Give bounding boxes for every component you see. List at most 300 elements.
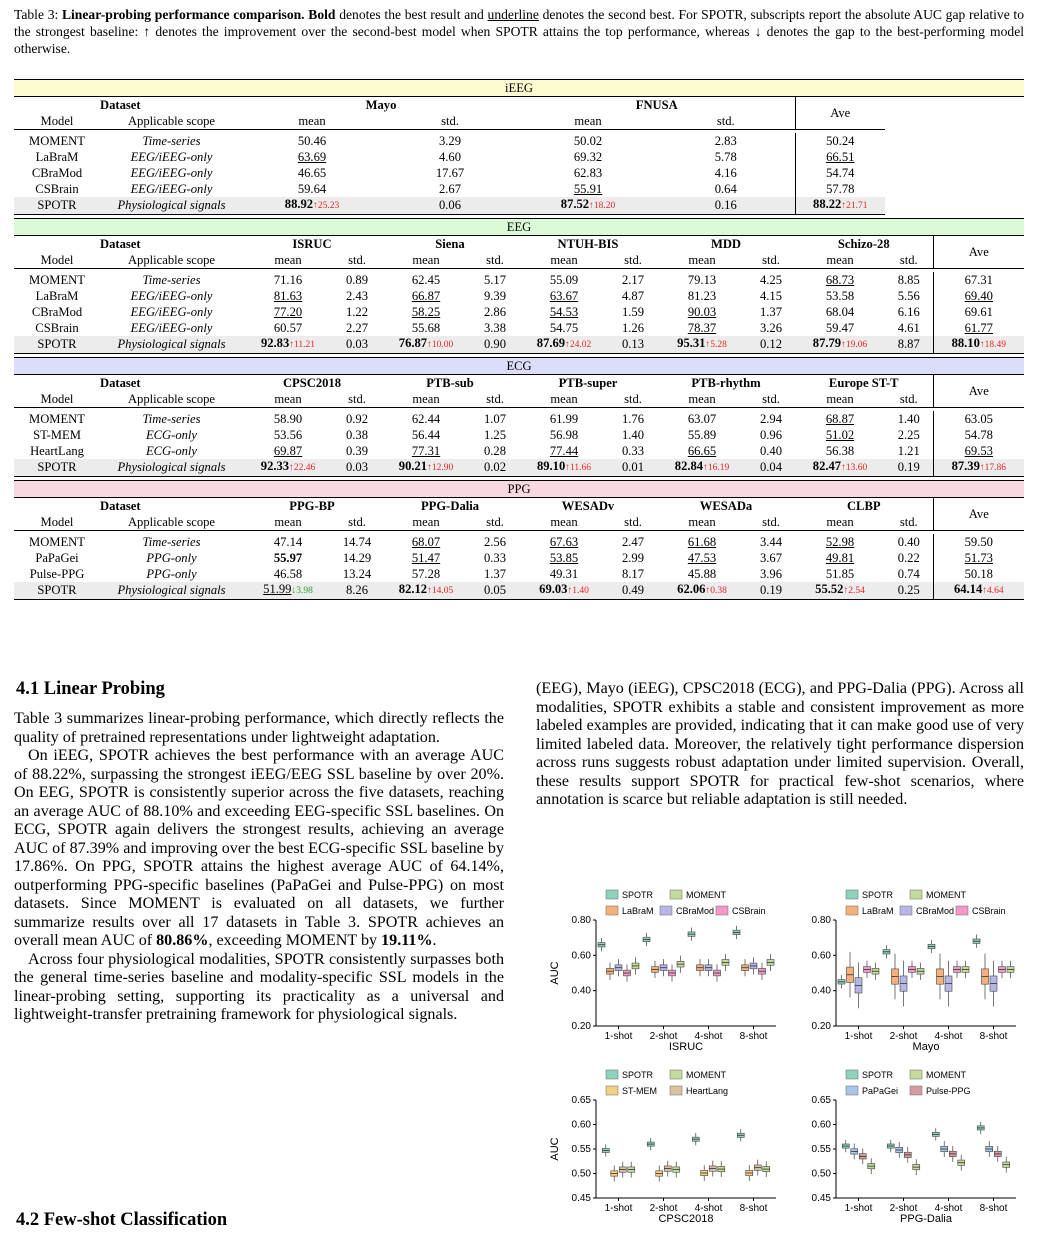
mean-cell: 92.83↑11.21 bbox=[243, 336, 333, 354]
ave-cell: 51.73 bbox=[933, 550, 1024, 566]
mean-cell: 54.53 bbox=[549, 304, 579, 319]
mean-header: mean bbox=[519, 514, 609, 531]
model-name: MOMENT bbox=[29, 411, 85, 426]
mean-header: mean bbox=[243, 252, 333, 269]
chart-title: ISRUC bbox=[668, 1041, 704, 1053]
std-cell: 2.94 bbox=[759, 411, 783, 426]
mean-cell: 46.58 bbox=[273, 566, 303, 581]
std-header: std. bbox=[885, 514, 933, 531]
x-tick-label: 4-shot bbox=[694, 1031, 723, 1042]
mean-cell: 71.16 bbox=[273, 272, 303, 287]
mean-cell: 87.52↑18.20 bbox=[519, 197, 657, 215]
std-cell: 1.37 bbox=[483, 566, 507, 581]
modality-title-eeg: EEG bbox=[14, 219, 1024, 236]
std-cell: 0.33 bbox=[621, 443, 645, 458]
model-name: PaPaGei bbox=[35, 550, 79, 565]
model-name: SPOTR bbox=[14, 459, 100, 477]
scope-value: EEG/iEEG-only bbox=[130, 181, 213, 196]
dataset-header: Dataset bbox=[100, 97, 141, 112]
mean-cell: 63.67 bbox=[549, 288, 579, 303]
mean-cell: 81.23 bbox=[687, 288, 717, 303]
std-header: std. bbox=[609, 514, 657, 531]
mean-cell: 55.68 bbox=[411, 320, 441, 335]
mean-cell: 55.09 bbox=[549, 272, 579, 287]
legend-label: MOMENT bbox=[686, 1070, 726, 1080]
dataset-header: Dataset bbox=[100, 375, 141, 390]
mean-header: mean bbox=[795, 391, 885, 408]
mean-cell: 76.87↑10.00 bbox=[381, 336, 471, 354]
legend-swatch bbox=[910, 1086, 922, 1095]
mean-cell: 53.56 bbox=[273, 427, 303, 442]
dataset-name: PTB-sub bbox=[426, 375, 474, 390]
std-cell: 0.92 bbox=[345, 411, 369, 426]
boxplot-ppg-dalia bbox=[784, 1064, 1024, 1236]
scope-value: PPG-only bbox=[146, 566, 197, 581]
std-header: std. bbox=[471, 252, 519, 269]
model-name: Pulse-PPG bbox=[29, 566, 85, 581]
dataset-name: PPG-BP bbox=[289, 498, 335, 513]
std-cell: 4.87 bbox=[621, 288, 645, 303]
mean-cell: 49.31 bbox=[549, 566, 579, 581]
y-tick-label: 0.45 bbox=[811, 1193, 831, 1204]
dataset-header: Dataset bbox=[100, 236, 141, 251]
right-column-text: (EEG), Mayo (iEEG), CPSC2018 (ECG), and PPG-Dalia (PPG). Across all modalities, SPOTR exhibits a stable and consistent improvement as more labeled examples are provided, indicating that it can make good use of very limited labeled data. Moreover, the relatively tight performance dispersion across runs suggests robust adaptation under limited supervision. Overall, these results support SPOTR for practical few-shot scenarios, where annotation is scarce but reliable adaptation is still needed. bbox=[536, 680, 1024, 808]
model-name: SPOTR bbox=[14, 336, 100, 354]
y-tick-label: 0.65 bbox=[571, 1095, 591, 1106]
scope-value: EEG/iEEG-only bbox=[130, 288, 213, 303]
y-tick-label: 0.65 bbox=[811, 1095, 831, 1106]
mean-cell: 77.44 bbox=[549, 443, 579, 458]
ave-cell: 88.22↑21.71 bbox=[795, 197, 885, 215]
legend-swatch bbox=[606, 906, 618, 915]
std-cell: 5.78 bbox=[714, 149, 737, 164]
std-cell: 1.40 bbox=[897, 411, 920, 426]
std-cell: 1.76 bbox=[621, 411, 645, 426]
dataset-name: Siena bbox=[435, 236, 465, 251]
mean-cell: 60.57 bbox=[273, 320, 303, 335]
table-caption: Table 3: Linear-probing performance comparison. Bold denotes the best result and underline denotes the second best. For SPOTR, subscripts report the absolute AUC gap relative to the strongest baseline: ↑ denotes the improvement over the second-best model when SPOTR attains the top performance, whereas ↓ denotes the gap to the best-performing model otherwise. bbox=[14, 7, 1025, 56]
dataset-name: ISRUC bbox=[292, 236, 332, 251]
model-name: LaBraM bbox=[35, 288, 79, 303]
std-cell: 13.24 bbox=[342, 566, 372, 581]
mean-header: mean bbox=[243, 391, 333, 408]
mean-cell: 49.81 bbox=[825, 550, 855, 565]
std-cell: 0.74 bbox=[897, 566, 920, 581]
model-name: CBraMod bbox=[31, 165, 83, 180]
y-tick-label: 0.40 bbox=[811, 985, 831, 997]
model-header: Model bbox=[14, 113, 100, 130]
std-cell: 0.12 bbox=[747, 336, 795, 354]
std-cell: 0.64 bbox=[714, 181, 737, 196]
legend-swatch bbox=[846, 890, 858, 899]
scope-value: Physiological signals bbox=[100, 582, 243, 600]
mean-header: mean bbox=[381, 514, 471, 531]
table-row bbox=[14, 336, 1024, 354]
legend-label: SPOTR bbox=[862, 890, 894, 900]
legend-label: MOMENT bbox=[686, 890, 726, 900]
ave-cell: 64.14↑4.64 bbox=[933, 582, 1024, 600]
std-cell: 4.15 bbox=[759, 288, 783, 303]
ave-cell: 69.40 bbox=[933, 288, 1024, 304]
model-name: CBraMod bbox=[31, 304, 83, 319]
mean-header: mean bbox=[519, 252, 609, 269]
std-cell: 2.47 bbox=[621, 534, 645, 549]
mean-header: mean bbox=[795, 514, 885, 531]
results-table bbox=[14, 79, 1024, 603]
legend-swatch bbox=[900, 906, 912, 915]
mean-cell: 62.44 bbox=[411, 411, 441, 426]
std-header: std. bbox=[657, 113, 795, 130]
ave-cell: 57.78 bbox=[795, 181, 885, 197]
dataset-name: PTB-rhythm bbox=[691, 375, 761, 390]
table-row bbox=[14, 566, 1024, 582]
mean-cell: 82.47↑13.60 bbox=[795, 459, 885, 477]
mean-cell: 69.32 bbox=[573, 149, 603, 164]
model-name: MOMENT bbox=[29, 534, 85, 549]
legend-swatch bbox=[846, 1086, 858, 1095]
x-tick-label: 1-shot bbox=[844, 1031, 873, 1042]
legend-label: CBraMod bbox=[676, 906, 715, 916]
legend-swatch bbox=[606, 1070, 618, 1079]
std-header: std. bbox=[333, 252, 381, 269]
mean-cell: 56.44 bbox=[411, 427, 441, 442]
ave-cell: 87.39↑17.86 bbox=[933, 459, 1024, 477]
mean-cell: 55.52↑2.54 bbox=[795, 582, 885, 600]
model-name: CSBrain bbox=[35, 181, 79, 196]
mean-cell: 52.98 bbox=[825, 534, 855, 549]
std-cell: 0.19 bbox=[747, 582, 795, 600]
model-name: HeartLang bbox=[30, 443, 84, 458]
table-row bbox=[14, 133, 1024, 149]
std-cell: 1.22 bbox=[345, 304, 369, 319]
std-cell: 1.40 bbox=[621, 427, 645, 442]
std-cell: 0.40 bbox=[897, 534, 920, 549]
y-tick-label: 0.20 bbox=[811, 1021, 831, 1032]
y-tick-label: 0.55 bbox=[811, 1144, 831, 1155]
legend-swatch bbox=[716, 906, 728, 915]
std-cell: 4.16 bbox=[714, 165, 737, 180]
x-tick-label: 1-shot bbox=[604, 1031, 633, 1042]
dataset-header: Dataset bbox=[100, 498, 141, 513]
legend-label: CSBrain bbox=[732, 906, 766, 916]
model-name: SPOTR bbox=[14, 582, 100, 600]
std-cell: 4.61 bbox=[897, 320, 920, 335]
paragraph: On iEEG, SPOTR achieves the best performance with an average AUC of 88.22%, surpassing the strongest iEEG/EEG SSL baseline by over 20%. On EEG, SPOTR is consistently superior across the five datasets, reaching an average AUC of 88.10% and exceeding EEG-specific SSL baselines. On ECG, SPOTR again delivers the strongest results, achieving an average AUC of 87.39% and improving over the best ECG-specific SSL baseline by 17.86%. On PPG, SPOTR attains the highest average AUC of 64.14%, outperforming PPG-specific baselines (PaPaGei and Pulse-PPG) on most datasets. Since MOMENT is evaluated on all datasets, we further summarize results over all 17 datasets in Table 3. SPOTR achieves an overall mean AUC of 80.86%, exceeding MOMENT by 19.11%. bbox=[14, 747, 504, 949]
x-tick-label: 1-shot bbox=[844, 1203, 873, 1214]
y-tick-label: 0.50 bbox=[811, 1168, 831, 1180]
table-row bbox=[14, 304, 1024, 320]
table-row bbox=[14, 320, 1024, 336]
section-heading-linear-probing: 4.1 Linear Probing bbox=[16, 679, 165, 699]
std-cell: 3.96 bbox=[759, 566, 783, 581]
model-name: CSBrain bbox=[35, 320, 79, 335]
ave-cell: 59.50 bbox=[933, 534, 1024, 550]
scope-value: Physiological signals bbox=[100, 197, 243, 215]
std-cell: 5.56 bbox=[897, 288, 920, 303]
std-header: std. bbox=[381, 113, 519, 130]
scope-header: Applicable scope bbox=[100, 514, 243, 531]
ave-header: Ave bbox=[933, 498, 1024, 531]
legend-label: SPOTR bbox=[862, 1070, 894, 1080]
mean-cell: 90.03 bbox=[687, 304, 717, 319]
scope-header: Applicable scope bbox=[100, 113, 243, 130]
mean-header: mean bbox=[519, 391, 609, 408]
chart-title: CPSC2018 bbox=[658, 1213, 714, 1225]
std-header: std. bbox=[333, 514, 381, 531]
std-cell: 1.21 bbox=[897, 443, 920, 458]
dataset-name: WESADa bbox=[699, 498, 753, 513]
ave-cell: 66.51 bbox=[795, 149, 885, 165]
std-cell: 0.19 bbox=[885, 459, 933, 477]
std-cell: 2.86 bbox=[483, 304, 507, 319]
legend-label: MOMENT bbox=[926, 890, 966, 900]
mean-cell: 45.88 bbox=[687, 566, 717, 581]
mean-cell: 62.83 bbox=[573, 165, 603, 180]
mean-cell: 68.07 bbox=[411, 534, 441, 549]
std-cell: 17.67 bbox=[435, 165, 465, 180]
y-axis-label: AUC bbox=[549, 1137, 561, 1161]
std-cell: 3.26 bbox=[759, 320, 783, 335]
table-row bbox=[14, 550, 1024, 566]
std-cell: 0.49 bbox=[609, 582, 657, 600]
dataset-name: NTUH-BIS bbox=[557, 236, 619, 251]
std-cell: 3.67 bbox=[759, 550, 783, 565]
mean-cell: 62.06↑0.38 bbox=[657, 582, 747, 600]
mean-cell: 77.31 bbox=[411, 443, 441, 458]
mean-cell: 54.75 bbox=[549, 320, 579, 335]
left-column-text bbox=[14, 710, 504, 1025]
table-row bbox=[14, 534, 1024, 550]
scope-value: ECG-only bbox=[145, 443, 198, 458]
std-cell: 14.29 bbox=[342, 550, 372, 565]
mean-cell: 62.45 bbox=[411, 272, 441, 287]
table-row bbox=[14, 459, 1024, 477]
mean-cell: 63.69 bbox=[297, 149, 327, 164]
table-row bbox=[14, 149, 1024, 165]
std-cell: 0.40 bbox=[759, 443, 783, 458]
std-cell: 3.38 bbox=[483, 320, 507, 335]
ave-cell: 54.74 bbox=[795, 165, 885, 181]
scope-value: EEG/iEEG-only bbox=[130, 149, 213, 164]
std-header: std. bbox=[747, 514, 795, 531]
std-cell: 0.06 bbox=[381, 197, 519, 215]
std-cell: 8.87 bbox=[885, 336, 933, 354]
model-name: MOMENT bbox=[29, 272, 85, 287]
std-header: std. bbox=[747, 252, 795, 269]
legend-swatch bbox=[670, 1070, 682, 1079]
std-cell: 2.17 bbox=[621, 272, 645, 287]
std-cell: 2.67 bbox=[438, 181, 462, 196]
std-cell: 0.39 bbox=[345, 443, 369, 458]
std-cell: 4.60 bbox=[438, 149, 462, 164]
mean-header: mean bbox=[795, 252, 885, 269]
dataset-name: Mayo bbox=[365, 97, 397, 112]
mean-cell: 51.99↓3.98 bbox=[243, 582, 333, 600]
ave-header: Ave bbox=[795, 97, 885, 130]
legend-label: PaPaGei bbox=[862, 1086, 899, 1096]
model-name: SPOTR bbox=[14, 197, 100, 215]
mean-cell: 95.31↑5.28 bbox=[657, 336, 747, 354]
boxplot-cpsc2018 bbox=[544, 1064, 784, 1236]
table-row bbox=[14, 411, 1024, 427]
x-tick-label: 2-shot bbox=[889, 1031, 918, 1042]
mean-cell: 51.02 bbox=[825, 427, 855, 442]
y-tick-label: 0.60 bbox=[811, 950, 831, 962]
mean-cell: 56.98 bbox=[549, 427, 579, 442]
dataset-name: PTB-super bbox=[558, 375, 618, 390]
std-cell: 1.07 bbox=[483, 411, 507, 426]
y-tick-label: 0.55 bbox=[571, 1144, 591, 1155]
mean-cell: 61.68 bbox=[687, 534, 717, 549]
legend-swatch bbox=[910, 890, 922, 899]
y-tick-label: 0.40 bbox=[571, 985, 591, 997]
x-tick-label: 1-shot bbox=[604, 1203, 633, 1214]
mean-cell: 88.92↑25.23 bbox=[243, 197, 381, 215]
std-cell: 8.26 bbox=[333, 582, 381, 600]
x-tick-label: 2-shot bbox=[889, 1203, 918, 1214]
std-cell: 0.25 bbox=[885, 582, 933, 600]
std-cell: 0.96 bbox=[759, 427, 783, 442]
scope-value: Physiological signals bbox=[100, 336, 243, 354]
model-name: LaBraM bbox=[35, 149, 79, 164]
mean-cell: 50.46 bbox=[297, 133, 327, 148]
mean-cell: 53.58 bbox=[825, 288, 855, 303]
legend-swatch bbox=[606, 890, 618, 899]
std-cell: 6.16 bbox=[897, 304, 920, 319]
mean-cell: 66.87 bbox=[411, 288, 441, 303]
mean-cell: 79.13 bbox=[687, 272, 717, 287]
mean-cell: 47.14 bbox=[273, 534, 303, 549]
y-axis-label: AUC bbox=[549, 961, 561, 985]
dataset-name: WESADv bbox=[561, 498, 615, 513]
mean-cell: 68.04 bbox=[825, 304, 855, 319]
legend-label: HeartLang bbox=[686, 1086, 729, 1096]
mean-cell: 69.87 bbox=[273, 443, 303, 458]
legend-swatch bbox=[910, 1070, 922, 1079]
table-row bbox=[14, 443, 1024, 459]
ave-cell: 63.05 bbox=[933, 411, 1024, 427]
mean-cell: 87.79↑19.06 bbox=[795, 336, 885, 354]
mean-cell: 68.87 bbox=[825, 411, 855, 426]
y-tick-label: 0.80 bbox=[571, 915, 591, 926]
legend-label: CSBrain bbox=[972, 906, 1006, 916]
mean-cell: 66.65 bbox=[687, 443, 717, 458]
ave-cell: 54.78 bbox=[933, 427, 1024, 443]
scope-value: EEG/iEEG-only bbox=[130, 320, 213, 335]
x-tick-label: 2-shot bbox=[649, 1203, 678, 1214]
std-header: std. bbox=[609, 391, 657, 408]
std-cell: 0.04 bbox=[747, 459, 795, 477]
mean-cell: 46.65 bbox=[297, 165, 327, 180]
std-cell: 0.02 bbox=[471, 459, 519, 477]
mean-cell: 47.53 bbox=[687, 550, 717, 565]
legend-swatch bbox=[606, 1086, 618, 1095]
mean-header: mean bbox=[519, 113, 657, 130]
std-cell: 2.25 bbox=[897, 427, 920, 442]
x-tick-label: 8-shot bbox=[979, 1203, 1008, 1214]
legend-swatch bbox=[660, 906, 672, 915]
std-header: std. bbox=[333, 391, 381, 408]
legend-swatch bbox=[670, 1086, 682, 1095]
legend-label: SPOTR bbox=[622, 1070, 654, 1080]
mean-cell: 55.97 bbox=[273, 550, 303, 565]
ave-cell: 69.53 bbox=[933, 443, 1024, 459]
y-tick-label: 0.50 bbox=[571, 1168, 591, 1180]
std-cell: 8.85 bbox=[897, 272, 920, 287]
dataset-name: PPG-Dalia bbox=[420, 498, 480, 513]
x-tick-label: 8-shot bbox=[739, 1031, 768, 1042]
ave-cell: 50.18 bbox=[933, 566, 1024, 582]
model-header: Model bbox=[14, 514, 100, 531]
mean-cell: 90.21↑12.90 bbox=[381, 459, 471, 477]
modality-title-ieeg: iEEG bbox=[14, 80, 1024, 97]
mean-cell: 92.33↑22.46 bbox=[243, 459, 333, 477]
dataset-name: Schizo-28 bbox=[837, 236, 890, 251]
dataset-name: FNUSA bbox=[635, 97, 678, 112]
std-cell: 0.28 bbox=[483, 443, 507, 458]
mean-cell: 81.63 bbox=[273, 288, 303, 303]
paragraph: Table 3 summarizes linear-probing performance, which directly reflects the quality of pretrained representations under lightweight adaptation. bbox=[14, 710, 504, 746]
ave-cell: 69.61 bbox=[933, 304, 1024, 320]
mean-cell: 57.28 bbox=[411, 566, 441, 581]
mean-cell: 56.38 bbox=[825, 443, 855, 458]
mean-cell: 50.02 bbox=[573, 133, 603, 148]
mean-cell: 82.12↑14.05 bbox=[381, 582, 471, 600]
mean-header: mean bbox=[381, 252, 471, 269]
boxplot-isruc bbox=[544, 884, 784, 1064]
std-cell: 14.74 bbox=[342, 534, 372, 549]
legend-swatch bbox=[846, 1070, 858, 1079]
scope-header: Applicable scope bbox=[100, 252, 243, 269]
mean-cell: 58.25 bbox=[411, 304, 441, 319]
legend-label: Pulse-PPG bbox=[926, 1086, 971, 1096]
ave-header: Ave bbox=[933, 236, 1024, 269]
mean-cell: 67.63 bbox=[549, 534, 579, 549]
mean-cell: 51.47 bbox=[411, 550, 441, 565]
mean-cell: 58.90 bbox=[273, 411, 303, 426]
std-cell: 1.26 bbox=[621, 320, 645, 335]
y-tick-label: 0.60 bbox=[811, 1119, 831, 1131]
std-cell: 1.25 bbox=[483, 427, 507, 442]
model-name: MOMENT bbox=[29, 133, 85, 148]
mean-cell: 59.64 bbox=[297, 181, 327, 196]
y-tick-label: 0.20 bbox=[571, 1021, 591, 1032]
x-tick-label: 8-shot bbox=[979, 1031, 1008, 1042]
mean-cell: 53.85 bbox=[549, 550, 579, 565]
table-row bbox=[14, 288, 1024, 304]
scope-value: Physiological signals bbox=[100, 459, 243, 477]
mean-cell: 68.73 bbox=[825, 272, 855, 287]
scope-header: Applicable scope bbox=[100, 391, 243, 408]
std-cell: 3.44 bbox=[759, 534, 783, 549]
std-header: std. bbox=[471, 391, 519, 408]
scope-value: ECG-only bbox=[145, 427, 198, 442]
y-tick-label: 0.80 bbox=[811, 915, 831, 926]
legend-swatch bbox=[956, 906, 968, 915]
mean-cell: 63.07 bbox=[687, 411, 717, 426]
x-tick-label: 4-shot bbox=[934, 1203, 963, 1214]
y-tick-label: 0.60 bbox=[571, 950, 591, 962]
std-cell: 2.27 bbox=[345, 320, 369, 335]
x-tick-label: 8-shot bbox=[739, 1203, 768, 1214]
std-cell: 5.17 bbox=[483, 272, 507, 287]
legend-label: LaBraM bbox=[862, 906, 894, 916]
table-row bbox=[14, 427, 1024, 443]
std-cell: 0.33 bbox=[483, 550, 507, 565]
std-header: std. bbox=[609, 252, 657, 269]
scope-value: Time-series bbox=[142, 411, 201, 426]
boxplot-mayo bbox=[784, 884, 1024, 1064]
